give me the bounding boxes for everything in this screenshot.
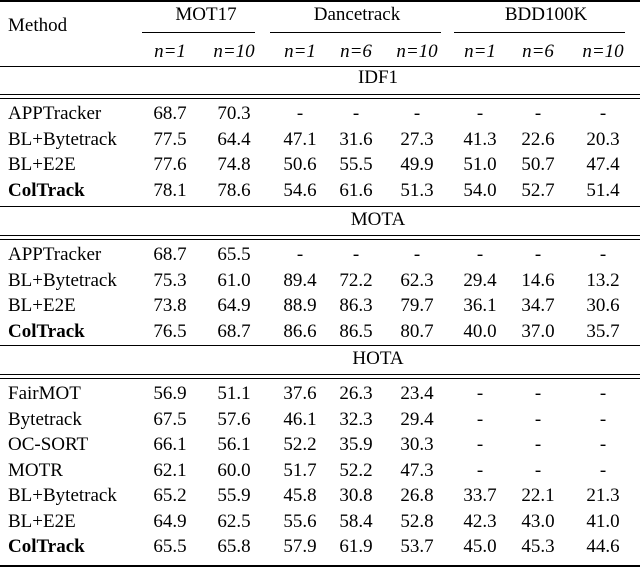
top-rule: [0, 0, 640, 2]
table-cell: 45.8: [283, 485, 317, 506]
table-cell: 64.4: [217, 129, 251, 150]
table-cell: 50.7: [521, 154, 555, 175]
table-cell: 76.5: [153, 321, 187, 342]
table-cell: -: [352, 244, 360, 265]
table-cell: 22.1: [521, 485, 555, 506]
table-cell: 29.4: [463, 270, 497, 291]
table-cell: 65.8: [217, 536, 251, 557]
table-cell: -: [599, 244, 607, 265]
table-cell: 41.0: [586, 511, 620, 532]
table-cell: 45.0: [463, 536, 497, 557]
table-cell: 30.3: [400, 434, 434, 455]
section-title: IDF1: [357, 67, 399, 88]
table-cell: 45.3: [521, 536, 555, 557]
table-cell: 26.3: [339, 383, 373, 404]
table-cell: 20.3: [586, 129, 620, 150]
row-method: FairMOT: [8, 383, 81, 404]
table-cell: 79.7: [400, 295, 434, 316]
table-cell: 62.1: [153, 460, 187, 481]
table-cell: 50.6: [283, 154, 317, 175]
section-end-rule: [0, 345, 640, 346]
table-cell: 37.6: [283, 383, 317, 404]
table-cell: -: [534, 434, 542, 455]
table-cell: 56.1: [217, 434, 251, 455]
table-cell: -: [476, 434, 484, 455]
section-double-rule: [0, 94, 640, 95]
row-method: ColTrack: [8, 536, 85, 557]
table-cell: 41.3: [463, 129, 497, 150]
table-cell: -: [599, 460, 607, 481]
table-cell: 47.3: [400, 460, 434, 481]
table-cell: 34.7: [521, 295, 555, 316]
table-cell: 51.3: [400, 180, 434, 201]
table-cell: -: [296, 244, 304, 265]
table-cell: 78.6: [217, 180, 251, 201]
row-method: BL+Bytetrack: [8, 485, 117, 506]
row-method: OC-SORT: [8, 434, 89, 455]
table-cell: 46.1: [283, 409, 317, 430]
table-cell: 62.3: [400, 270, 434, 291]
table-cell: 51.4: [586, 180, 620, 201]
table-cell: 51.0: [463, 154, 497, 175]
table-cell: 54.0: [463, 180, 497, 201]
table-cell: -: [476, 103, 484, 124]
table-cell: -: [534, 103, 542, 124]
header-subcol: n=6: [522, 41, 554, 62]
table-cell: 65.2: [153, 485, 187, 506]
table-cell: 42.3: [463, 511, 497, 532]
table-cell: 58.4: [339, 511, 373, 532]
table-cell: 55.6: [283, 511, 317, 532]
section-double-rule: [0, 98, 640, 99]
table-cell: 66.1: [153, 434, 187, 455]
group-underline: [454, 32, 625, 33]
section-double-rule: [0, 374, 640, 375]
table-cell: -: [476, 409, 484, 430]
table-cell: 29.4: [400, 409, 434, 430]
table-cell: 26.8: [400, 485, 434, 506]
table-cell: 53.7: [400, 536, 434, 557]
table-cell: 89.4: [283, 270, 317, 291]
section-title: HOTA: [352, 348, 404, 369]
table-cell: 30.8: [339, 485, 373, 506]
table-cell: 65.5: [217, 244, 251, 265]
section-double-rule: [0, 239, 640, 240]
table-cell: 72.2: [339, 270, 373, 291]
table-cell: 68.7: [153, 103, 187, 124]
table-cell: 64.9: [153, 511, 187, 532]
row-method: MOTR: [8, 460, 63, 481]
table-cell: 31.6: [339, 129, 373, 150]
section-double-rule: [0, 235, 640, 236]
table-cell: -: [352, 103, 360, 124]
table-cell: 55.9: [217, 485, 251, 506]
table-cell: -: [296, 103, 304, 124]
table-cell: 62.5: [217, 511, 251, 532]
table-cell: 27.3: [400, 129, 434, 150]
table-cell: 49.9: [400, 154, 434, 175]
table-cell: 80.7: [400, 321, 434, 342]
table-cell: 67.5: [153, 409, 187, 430]
table-cell: 61.9: [339, 536, 373, 557]
table-cell: 52.8: [400, 511, 434, 532]
table-cell: 23.4: [400, 383, 434, 404]
table-cell: 55.5: [339, 154, 373, 175]
table-cell: 13.2: [586, 270, 620, 291]
table-cell: -: [599, 103, 607, 124]
table-cell: 86.3: [339, 295, 373, 316]
table-cell: -: [599, 409, 607, 430]
table-cell: 68.7: [217, 321, 251, 342]
header-group: MOT17: [175, 4, 237, 25]
table-cell: 40.0: [463, 321, 497, 342]
table-cell: 33.7: [463, 485, 497, 506]
table-cell: 57.6: [217, 409, 251, 430]
header-subcol: n=10: [582, 41, 624, 62]
table-cell: 14.6: [521, 270, 555, 291]
table-cell: -: [534, 460, 542, 481]
header-subcol: n=10: [213, 41, 255, 62]
row-method: ColTrack: [8, 321, 85, 342]
table-cell: 64.9: [217, 295, 251, 316]
table-cell: 57.9: [283, 536, 317, 557]
table-cell: -: [599, 434, 607, 455]
table-cell: 78.1: [153, 180, 187, 201]
header-subcol: n=1: [284, 41, 316, 62]
table-cell: -: [413, 103, 421, 124]
table-cell: 60.0: [217, 460, 251, 481]
table-cell: 61.0: [217, 270, 251, 291]
table-cell: 56.9: [153, 383, 187, 404]
table-cell: 22.6: [521, 129, 555, 150]
table-cell: 75.3: [153, 270, 187, 291]
table-cell: 30.6: [586, 295, 620, 316]
section-title: MOTA: [350, 209, 406, 230]
section-double-rule: [0, 378, 640, 379]
table-cell: 73.8: [153, 295, 187, 316]
table-cell: -: [599, 383, 607, 404]
table-cell: 68.7: [153, 244, 187, 265]
table-cell: 74.8: [217, 154, 251, 175]
row-method: APPTracker: [8, 103, 102, 124]
group-underline: [270, 32, 441, 33]
row-method: APPTracker: [8, 244, 102, 265]
table-cell: 65.5: [153, 536, 187, 557]
table-cell: -: [476, 244, 484, 265]
table-cell: 43.0: [521, 511, 555, 532]
header-subcol: n=10: [396, 41, 438, 62]
group-underline: [142, 32, 255, 33]
header-rule: [0, 66, 640, 67]
table-cell: 61.6: [339, 180, 373, 201]
table-cell: 86.5: [339, 321, 373, 342]
row-method: Bytetrack: [8, 409, 82, 430]
table-cell: 86.6: [283, 321, 317, 342]
header-subcol: n=6: [340, 41, 372, 62]
table-cell: -: [534, 244, 542, 265]
row-method: BL+E2E: [8, 295, 76, 316]
table-cell: 77.5: [153, 129, 187, 150]
row-method: BL+Bytetrack: [8, 270, 117, 291]
bottom-rule: [0, 565, 640, 567]
table-cell: 47.1: [283, 129, 317, 150]
row-method: ColTrack: [8, 180, 85, 201]
table-cell: -: [534, 383, 542, 404]
table-cell: 44.6: [586, 536, 620, 557]
table-cell: 35.9: [339, 434, 373, 455]
table-cell: 52.7: [521, 180, 555, 201]
table-cell: -: [476, 460, 484, 481]
header-group: Dancetrack: [313, 4, 401, 25]
table-cell: 21.3: [586, 485, 620, 506]
table-cell: 36.1: [463, 295, 497, 316]
table-cell: -: [413, 244, 421, 265]
header-method: Method: [8, 15, 68, 36]
table-cell: 52.2: [283, 434, 317, 455]
table-cell: 54.6: [283, 180, 317, 201]
table-cell: 51.7: [283, 460, 317, 481]
table-cell: 47.4: [586, 154, 620, 175]
table-cell: 88.9: [283, 295, 317, 316]
table-cell: 35.7: [586, 321, 620, 342]
table-cell: 52.2: [339, 460, 373, 481]
row-method: BL+E2E: [8, 511, 76, 532]
section-end-rule: [0, 206, 640, 207]
table-cell: -: [476, 383, 484, 404]
row-method: BL+E2E: [8, 154, 76, 175]
table-cell: 51.1: [217, 383, 251, 404]
header-subcol: n=1: [464, 41, 496, 62]
header-group: BDD100K: [504, 4, 588, 25]
row-method: BL+Bytetrack: [8, 129, 117, 150]
table-cell: 70.3: [217, 103, 251, 124]
header-subcol: n=1: [154, 41, 186, 62]
table-cell: -: [534, 409, 542, 430]
table-cell: 77.6: [153, 154, 187, 175]
table-cell: 32.3: [339, 409, 373, 430]
table-cell: 37.0: [521, 321, 555, 342]
